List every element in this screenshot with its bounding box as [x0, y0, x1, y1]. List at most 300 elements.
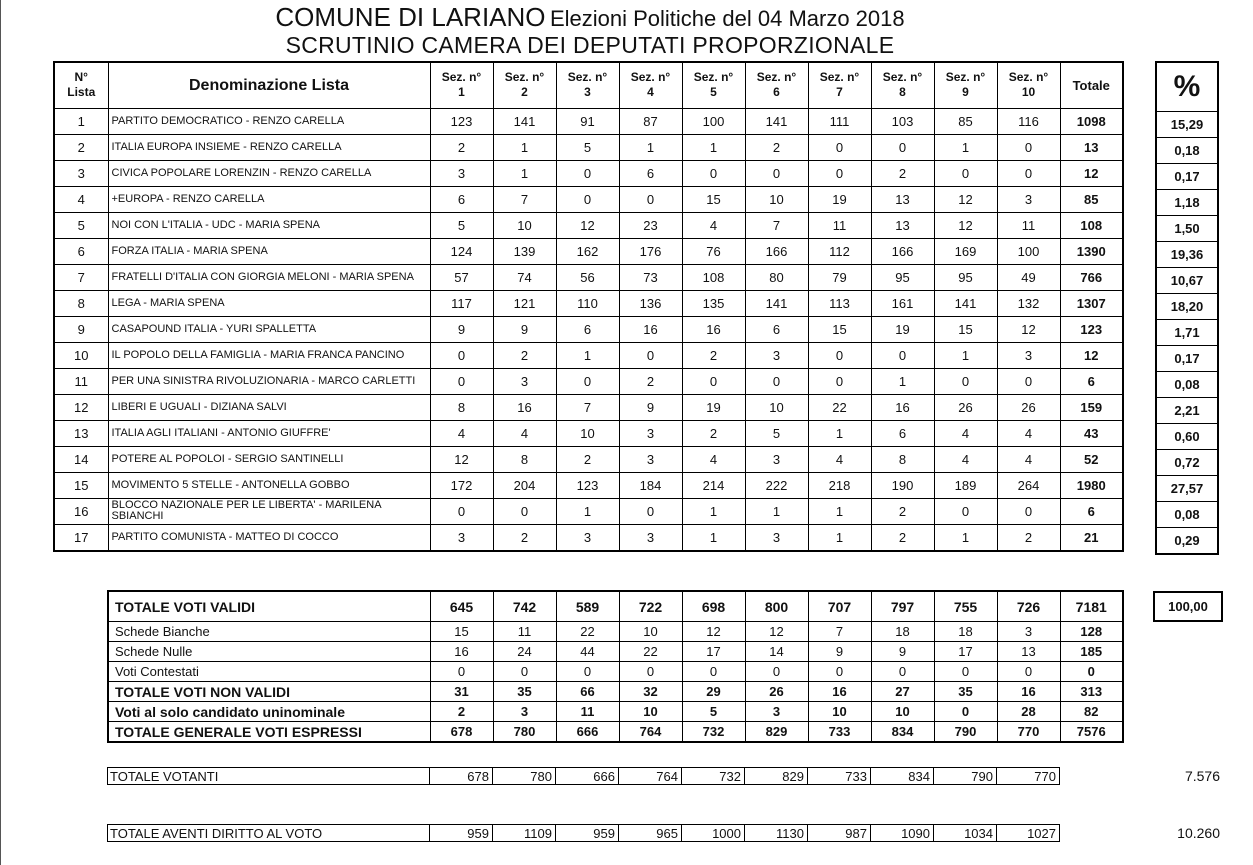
section-votes: 73	[619, 264, 682, 290]
summary-label: Schede Nulle	[108, 642, 430, 662]
summary-section-value: 3	[997, 622, 1060, 642]
section-votes: 3	[556, 524, 619, 551]
list-percent: 0,08	[1156, 502, 1218, 528]
section-votes: 10	[745, 394, 808, 420]
summary-section-value: 0	[745, 662, 808, 682]
header-section: Sez. n° 5	[682, 62, 745, 108]
section-votes: 6	[430, 186, 493, 212]
list-number: 10	[54, 342, 108, 368]
section-votes: 111	[808, 108, 871, 134]
section-votes: 4	[682, 212, 745, 238]
section-votes: 116	[997, 108, 1060, 134]
aventi_diritto-section-value: 1000	[682, 825, 745, 842]
list-number: 11	[54, 368, 108, 394]
totale_votanti-section-value: 732	[682, 768, 745, 785]
summary-row	[108, 591, 1123, 622]
summary-table	[107, 590, 1124, 743]
list-number: 5	[54, 212, 108, 238]
summary-section-value: 0	[997, 662, 1060, 682]
summary-section-value: 0	[934, 662, 997, 682]
section-votes: 95	[934, 264, 997, 290]
section-votes: 0	[745, 160, 808, 186]
list-number: 13	[54, 420, 108, 446]
section-votes: 26	[997, 394, 1060, 420]
list-percent: 0,72	[1156, 450, 1218, 476]
aventi_diritto-label: TOTALE AVENTI DIRITTO AL VOTO	[108, 825, 430, 842]
section-votes: 1	[556, 342, 619, 368]
list-name: CASAPOUND ITALIA - YURI SPALLETTA	[108, 316, 430, 342]
list-name: ITALIA EUROPA INSIEME - RENZO CARELLA	[108, 134, 430, 160]
summary-label: Schede Bianche	[108, 622, 430, 642]
section-votes: 214	[682, 472, 745, 498]
section-votes: 1	[745, 498, 808, 524]
summary-row	[108, 682, 1123, 702]
header-percent: %	[1156, 62, 1218, 112]
summary-section-value: 22	[556, 622, 619, 642]
section-votes: 2	[682, 420, 745, 446]
section-votes: 10	[556, 420, 619, 446]
section-votes: 1	[808, 498, 871, 524]
section-votes: 12	[934, 212, 997, 238]
aventi_diritto-section-value: 959	[430, 825, 493, 842]
list-name: BLOCCO NAZIONALE PER LE LIBERTA' - MARILENA SBIANCHI	[108, 498, 430, 524]
summary-section-value: 10	[619, 622, 682, 642]
header-list-number: N° Lista	[54, 62, 108, 108]
summary-section-value: 797	[871, 591, 934, 622]
section-votes: 117	[430, 290, 493, 316]
section-votes: 1	[871, 368, 934, 394]
section-votes: 1	[619, 134, 682, 160]
summary-total: 82	[1060, 702, 1123, 722]
section-votes: 123	[430, 108, 493, 134]
section-votes: 4	[682, 446, 745, 472]
totale_votanti-section-value: 834	[871, 768, 934, 785]
summary-section-value: 666	[556, 722, 619, 743]
summary-section-value: 18	[934, 622, 997, 642]
section-votes: 3	[619, 446, 682, 472]
list-percent: 1,50	[1156, 216, 1218, 242]
section-votes: 136	[619, 290, 682, 316]
section-votes: 6	[871, 420, 934, 446]
section-votes: 4	[934, 446, 997, 472]
summary-section-value: 0	[871, 662, 934, 682]
summary-label: Voti Contestati	[108, 662, 430, 682]
section-votes: 222	[745, 472, 808, 498]
summary-section-value: 14	[745, 642, 808, 662]
section-votes: 3	[619, 420, 682, 446]
summary-section-value: 0	[556, 662, 619, 682]
summary-section-value: 0	[682, 662, 745, 682]
section-votes: 0	[556, 160, 619, 186]
section-votes: 0	[997, 160, 1060, 186]
section-votes: 95	[871, 264, 934, 290]
section-votes: 7	[745, 212, 808, 238]
percent-row	[1156, 138, 1218, 164]
section-votes: 6	[556, 316, 619, 342]
summary-section-value: 829	[745, 722, 808, 743]
list-number: 14	[54, 446, 108, 472]
header-total: Totale	[1060, 62, 1123, 108]
section-votes: 16	[619, 316, 682, 342]
list-row	[54, 498, 1123, 524]
section-votes: 135	[682, 290, 745, 316]
list-number: 3	[54, 160, 108, 186]
list-percent: 0,08	[1156, 372, 1218, 398]
list-number: 9	[54, 316, 108, 342]
list-row	[54, 238, 1123, 264]
section-votes: 5	[430, 212, 493, 238]
list-total: 6	[1060, 368, 1123, 394]
list-number: 6	[54, 238, 108, 264]
list-number: 7	[54, 264, 108, 290]
header-section: Sez. n° 2	[493, 62, 556, 108]
section-votes: 79	[808, 264, 871, 290]
summary-section-value: 9	[808, 642, 871, 662]
section-votes: 6	[745, 316, 808, 342]
section-votes: 141	[745, 108, 808, 134]
aventi_diritto-section-value: 965	[619, 825, 682, 842]
header-section: Sez. n° 3	[556, 62, 619, 108]
header-section: Sez. n° 6	[745, 62, 808, 108]
section-votes: 0	[430, 342, 493, 368]
summary-section-value: 44	[556, 642, 619, 662]
list-percent: 1,18	[1156, 190, 1218, 216]
section-votes: 13	[871, 212, 934, 238]
list-total: 766	[1060, 264, 1123, 290]
aventi-diritto-table	[107, 824, 1060, 842]
section-votes: 80	[745, 264, 808, 290]
aventi_diritto-section-value: 1034	[934, 825, 997, 842]
header-row	[54, 62, 1123, 108]
section-votes: 8	[871, 446, 934, 472]
list-name: LIBERI E UGUALI - DIZIANA SALVI	[108, 394, 430, 420]
summary-section-value: 733	[808, 722, 871, 743]
summary-section-value: 678	[430, 722, 493, 743]
list-percent: 0,17	[1156, 164, 1218, 190]
list-percent: 18,20	[1156, 294, 1218, 320]
page-left-border	[0, 0, 1, 865]
summary-section-value: 10	[619, 702, 682, 722]
section-votes: 85	[934, 108, 997, 134]
section-votes: 218	[808, 472, 871, 498]
list-percent: 27,57	[1156, 476, 1218, 502]
page-subtitle: SCRUTINIO CAMERA DEI DEPUTATI PROPORZIONALE	[285, 32, 895, 58]
list-name: IL POPOLO DELLA FAMIGLIA - MARIA FRANCA PANCINO	[108, 342, 430, 368]
list-number: 4	[54, 186, 108, 212]
list-row	[54, 264, 1123, 290]
summary-section-value: 31	[430, 682, 493, 702]
section-votes: 3	[997, 342, 1060, 368]
list-total: 159	[1060, 394, 1123, 420]
list-number: 1	[54, 108, 108, 134]
summary-total: 128	[1060, 622, 1123, 642]
section-votes: 1	[934, 524, 997, 551]
section-votes: 1	[556, 498, 619, 524]
list-total: 12	[1060, 342, 1123, 368]
section-votes: 166	[745, 238, 808, 264]
section-votes: 11	[808, 212, 871, 238]
summary-row	[108, 722, 1123, 743]
section-votes: 1	[682, 134, 745, 160]
percent-row	[1156, 528, 1218, 555]
summary-section-value: 0	[493, 662, 556, 682]
section-votes: 49	[997, 264, 1060, 290]
list-row	[54, 420, 1123, 446]
section-votes: 5	[556, 134, 619, 160]
list-name: MOVIMENTO 5 STELLE - ANTONELLA GOBBO	[108, 472, 430, 498]
section-votes: 123	[556, 472, 619, 498]
section-votes: 0	[997, 134, 1060, 160]
section-votes: 2	[682, 342, 745, 368]
list-total: 43	[1060, 420, 1123, 446]
section-votes: 4	[997, 420, 1060, 446]
percent-body	[1156, 112, 1218, 555]
section-votes: 56	[556, 264, 619, 290]
section-votes: 0	[808, 368, 871, 394]
section-votes: 9	[430, 316, 493, 342]
section-votes: 169	[934, 238, 997, 264]
summary-section-value: 3	[745, 702, 808, 722]
section-votes: 10	[493, 212, 556, 238]
summary-section-value: 770	[997, 722, 1060, 743]
list-row	[54, 524, 1123, 551]
summary-section-value: 645	[430, 591, 493, 622]
summary-section-value: 9	[871, 642, 934, 662]
percent-row	[1156, 242, 1218, 268]
section-votes: 0	[682, 368, 745, 394]
section-votes: 91	[556, 108, 619, 134]
section-votes: 12	[934, 186, 997, 212]
section-votes: 3	[745, 446, 808, 472]
list-row	[54, 160, 1123, 186]
summary-section-value: 16	[997, 682, 1060, 702]
section-votes: 8	[493, 446, 556, 472]
summary-section-value: 18	[871, 622, 934, 642]
section-votes: 12	[556, 212, 619, 238]
section-votes: 1	[808, 420, 871, 446]
section-votes: 0	[871, 342, 934, 368]
section-votes: 100	[997, 238, 1060, 264]
summary-row	[108, 702, 1123, 722]
list-total: 1980	[1060, 472, 1123, 498]
section-votes: 3	[430, 160, 493, 186]
aventi_diritto-row	[108, 825, 1060, 842]
percent-row	[1156, 424, 1218, 450]
section-votes: 141	[745, 290, 808, 316]
list-percent: 15,29	[1156, 112, 1218, 138]
list-total: 1307	[1060, 290, 1123, 316]
section-votes: 12	[997, 316, 1060, 342]
list-name: +EUROPA - RENZO CARELLA	[108, 186, 430, 212]
list-total: 6	[1060, 498, 1123, 524]
aventi_diritto-section-value: 1027	[997, 825, 1060, 842]
list-percent: 0,18	[1156, 138, 1218, 164]
header-section: Sez. n° 10	[997, 62, 1060, 108]
election-name: Elezioni Politiche del 04 Marzo 2018	[549, 6, 905, 31]
comune-name: COMUNE DI LARIANO	[275, 2, 546, 32]
list-total: 85	[1060, 186, 1123, 212]
summary-section-value: 0	[808, 662, 871, 682]
list-name: ITALIA AGLI ITALIANI - ANTONIO GIUFFRE'	[108, 420, 430, 446]
list-percent: 0,29	[1156, 528, 1218, 555]
summary-label: TOTALE GENERALE VOTI ESPRESSI	[108, 722, 430, 743]
section-votes: 0	[556, 186, 619, 212]
summary-section-value: 742	[493, 591, 556, 622]
summary-section-value: 26	[745, 682, 808, 702]
list-total: 21	[1060, 524, 1123, 551]
list-name: PARTITO COMUNISTA - MATTEO DI COCCO	[108, 524, 430, 551]
section-votes: 0	[808, 134, 871, 160]
section-votes: 110	[556, 290, 619, 316]
summary-section-value: 11	[556, 702, 619, 722]
summary-section-value: 11	[493, 622, 556, 642]
section-votes: 0	[808, 342, 871, 368]
summary-total: 0	[1060, 662, 1123, 682]
section-votes: 16	[682, 316, 745, 342]
section-votes: 12	[430, 446, 493, 472]
summary-total: 313	[1060, 682, 1123, 702]
section-votes: 112	[808, 238, 871, 264]
section-votes: 0	[871, 134, 934, 160]
section-votes: 1	[682, 498, 745, 524]
section-votes: 0	[493, 498, 556, 524]
summary-section-value: 3	[493, 702, 556, 722]
header-section: Sez. n° 8	[871, 62, 934, 108]
summary-row	[108, 622, 1123, 642]
percent-row	[1156, 112, 1218, 138]
section-votes: 2	[871, 498, 934, 524]
percent-row	[1156, 450, 1218, 476]
section-votes: 2	[997, 524, 1060, 551]
summary-row	[108, 642, 1123, 662]
summary-section-value: 800	[745, 591, 808, 622]
totale_votanti-label: TOTALE VOTANTI	[108, 768, 430, 785]
section-votes: 3	[493, 368, 556, 394]
header-section: Sez. n° 4	[619, 62, 682, 108]
percent-row	[1156, 502, 1218, 528]
section-votes: 124	[430, 238, 493, 264]
list-row	[54, 394, 1123, 420]
section-votes: 2	[556, 446, 619, 472]
list-row	[54, 342, 1123, 368]
aventi_diritto-section-value: 1090	[871, 825, 934, 842]
summary-section-value: 755	[934, 591, 997, 622]
section-votes: 4	[997, 446, 1060, 472]
summary-section-value: 2	[430, 702, 493, 722]
summary-section-value: 66	[556, 682, 619, 702]
section-votes: 4	[808, 446, 871, 472]
summary-section-value: 24	[493, 642, 556, 662]
list-total: 52	[1060, 446, 1123, 472]
totale-votanti-grand: 7.576	[1184, 768, 1220, 784]
section-votes: 15	[934, 316, 997, 342]
summary-section-value: 0	[430, 662, 493, 682]
percent-row	[1156, 294, 1218, 320]
list-percent: 1,71	[1156, 320, 1218, 346]
section-votes: 3	[619, 524, 682, 551]
list-name: POTERE AL POPOLOI - SERGIO SANTINELLI	[108, 446, 430, 472]
summary-section-value: 27	[871, 682, 934, 702]
summary-section-value: 834	[871, 722, 934, 743]
percent-row	[1156, 268, 1218, 294]
summary-section-value: 589	[556, 591, 619, 622]
list-name: FORZA ITALIA - MARIA SPENA	[108, 238, 430, 264]
totale_votanti-row	[108, 768, 1060, 785]
section-votes: 3	[745, 524, 808, 551]
section-votes: 2	[430, 134, 493, 160]
totale_votanti-section-value: 829	[745, 768, 808, 785]
totale_votanti-section-value: 678	[430, 768, 493, 785]
section-votes: 0	[808, 160, 871, 186]
section-votes: 2	[745, 134, 808, 160]
results-body	[54, 108, 1123, 551]
summary-section-value: 17	[682, 642, 745, 662]
section-votes: 2	[871, 524, 934, 551]
section-votes: 15	[682, 186, 745, 212]
section-votes: 7	[556, 394, 619, 420]
list-row	[54, 368, 1123, 394]
section-votes: 19	[808, 186, 871, 212]
percent-row	[1156, 190, 1218, 216]
summary-section-value: 0	[619, 662, 682, 682]
list-percent: 10,67	[1156, 268, 1218, 294]
section-votes: 166	[871, 238, 934, 264]
list-row	[54, 186, 1123, 212]
summary-section-value: 726	[997, 591, 1060, 622]
section-votes: 0	[934, 368, 997, 394]
section-votes: 113	[808, 290, 871, 316]
section-votes: 22	[808, 394, 871, 420]
summary-section-value: 0	[934, 702, 997, 722]
section-votes: 176	[619, 238, 682, 264]
section-votes: 10	[745, 186, 808, 212]
summary-section-value: 722	[619, 591, 682, 622]
summary-total: 7181	[1060, 591, 1123, 622]
section-votes: 3	[997, 186, 1060, 212]
section-votes: 2	[493, 342, 556, 368]
summary-label: TOTALE VOTI VALIDI	[108, 591, 430, 622]
section-votes: 76	[682, 238, 745, 264]
list-total: 123	[1060, 316, 1123, 342]
list-row	[54, 212, 1123, 238]
section-votes: 108	[682, 264, 745, 290]
section-votes: 2	[619, 368, 682, 394]
summary-row	[108, 662, 1123, 682]
section-votes: 19	[871, 316, 934, 342]
section-votes: 9	[493, 316, 556, 342]
section-votes: 0	[682, 160, 745, 186]
section-votes: 100	[682, 108, 745, 134]
section-votes: 0	[997, 498, 1060, 524]
section-votes: 19	[682, 394, 745, 420]
section-votes: 4	[430, 420, 493, 446]
summary-section-value: 17	[934, 642, 997, 662]
aventi_diritto-section-value: 987	[808, 825, 871, 842]
section-votes: 0	[430, 368, 493, 394]
list-percent: 19,36	[1156, 242, 1218, 268]
summary-section-value: 35	[493, 682, 556, 702]
section-votes: 1	[934, 342, 997, 368]
section-votes: 139	[493, 238, 556, 264]
section-votes: 0	[619, 498, 682, 524]
aventi_diritto-section-value: 1130	[745, 825, 808, 842]
list-total: 12	[1060, 160, 1123, 186]
percent-row	[1156, 164, 1218, 190]
summary-section-value: 10	[871, 702, 934, 722]
summary-section-value: 12	[682, 622, 745, 642]
list-row	[54, 316, 1123, 342]
section-votes: 162	[556, 238, 619, 264]
